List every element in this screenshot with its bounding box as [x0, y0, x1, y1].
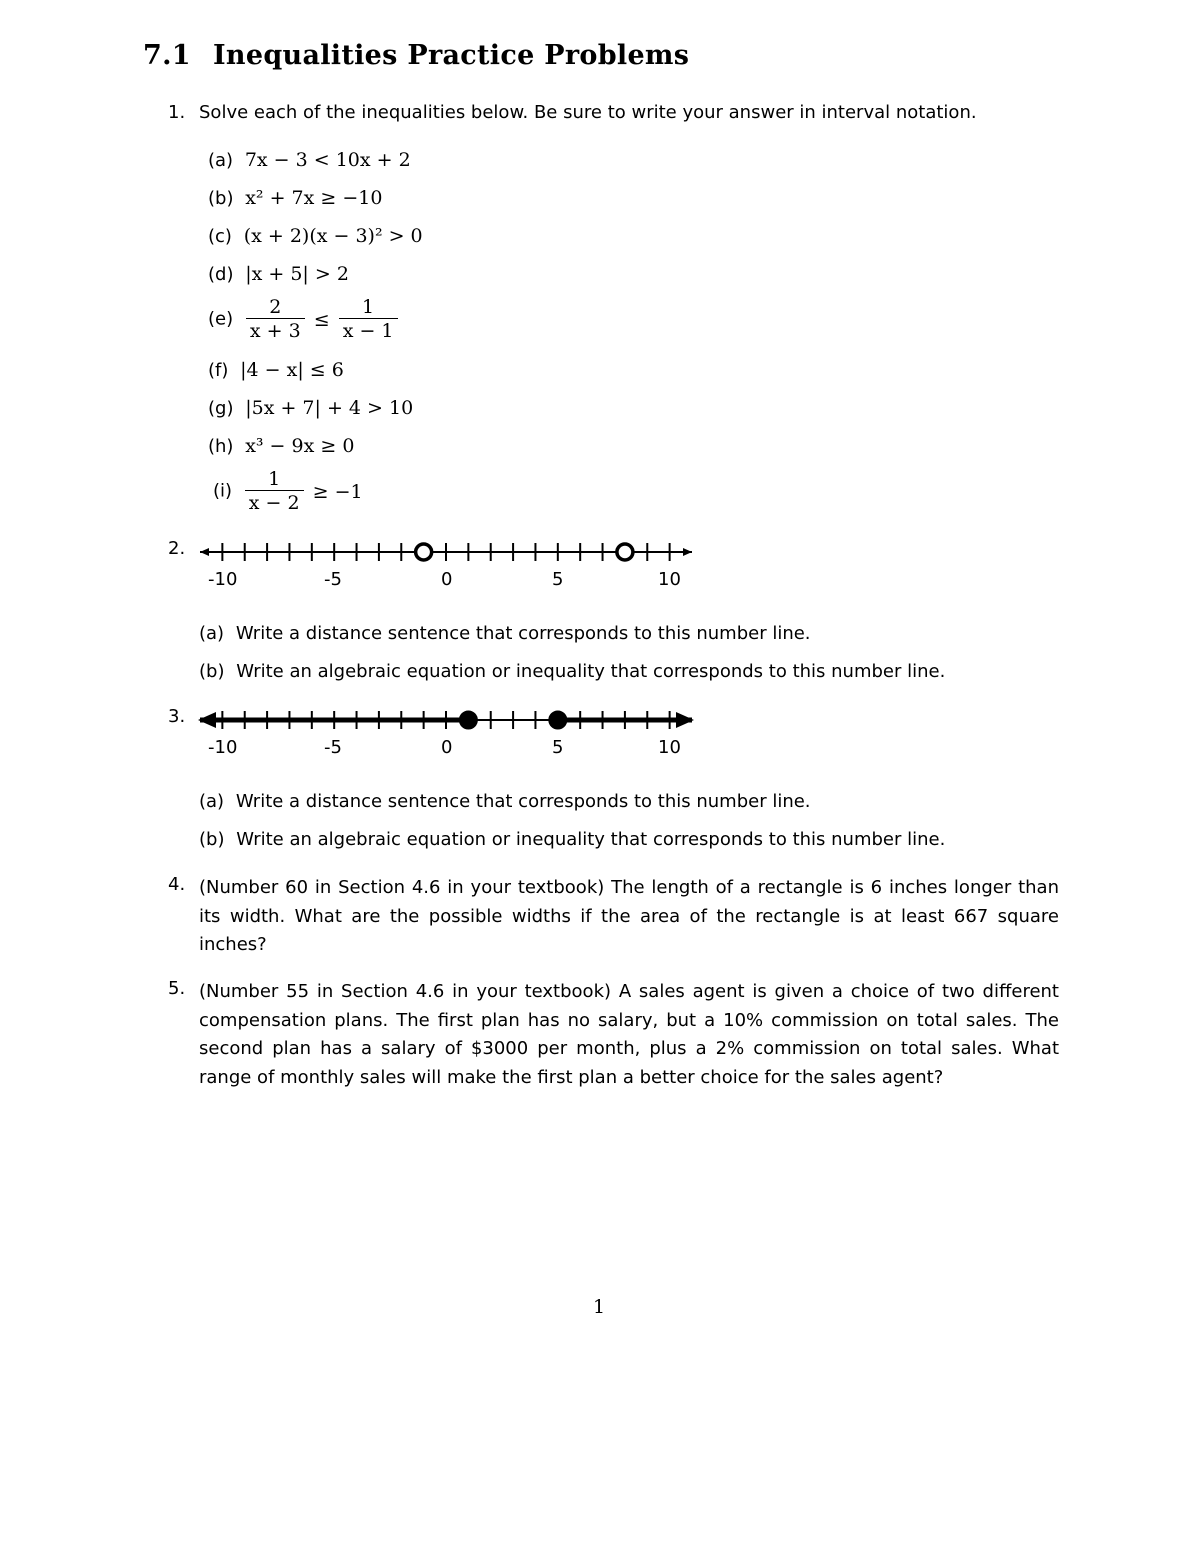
section-title — [143, 40, 689, 71]
part-1e — [208, 296, 401, 343]
problem-4-label: 4. — [168, 874, 186, 895]
relation-symbol: ≥ −1 — [312, 480, 363, 503]
relation-symbol: ≤ — [313, 308, 330, 331]
closed-point — [549, 711, 567, 729]
part-3b — [199, 826, 945, 854]
tick-label: 10 — [658, 737, 681, 758]
part-1d-label: (d) — [208, 264, 234, 285]
fraction-1e-right — [339, 296, 398, 343]
part-2b-text: Write an algebraic equation or inequality that corresponds to this number line. — [236, 661, 946, 682]
part-1h-label: (h) — [208, 436, 234, 457]
part-1f-expr: |4 − x| ≤ 6 — [240, 359, 344, 381]
page-number: 1 — [593, 1296, 606, 1318]
open-point — [617, 544, 633, 560]
fraction-1i — [245, 468, 304, 515]
part-1c-label: (c) — [208, 226, 232, 247]
part-3a-text: Write a distance sentence that corresponds to this number line. — [235, 791, 811, 812]
part-1a-expr: 7x − 3 < 10x + 2 — [244, 149, 411, 171]
open-point — [416, 544, 432, 560]
number-line-problem-2 — [195, 536, 695, 568]
part-3b-text: Write an algebraic equation or inequality that corresponds to this number line. — [236, 829, 946, 850]
tick-label: 0 — [441, 569, 453, 590]
part-3b-label: (b) — [199, 829, 225, 850]
part-2b — [199, 658, 945, 686]
part-1d-expr: |x + 5| > 2 — [245, 263, 349, 285]
part-1g-expr: |5x + 7| + 4 > 10 — [245, 397, 414, 419]
part-1a-label: (a) — [208, 150, 234, 171]
part-3a — [199, 788, 811, 816]
part-1b-expr: x² + 7x ≥ −10 — [245, 187, 383, 209]
fraction-denominator: x + 3 — [246, 318, 305, 343]
fraction-numerator: 1 — [268, 468, 281, 490]
part-2b-label: (b) — [199, 661, 225, 682]
part-1b-label: (b) — [208, 188, 234, 209]
part-2a-text: Write a distance sentence that corresponds to this number line. — [235, 623, 811, 644]
part-1c — [208, 222, 423, 251]
part-1h-expr: x³ − 9x ≥ 0 — [245, 435, 355, 457]
fraction-numerator: 2 — [269, 296, 282, 318]
section-number: 7.1 — [143, 40, 191, 71]
part-2a — [199, 620, 811, 648]
shaded-arrowhead-right — [676, 712, 694, 728]
tick-label: -10 — [208, 737, 238, 758]
tick-label: 5 — [552, 737, 564, 758]
part-2a-label: (a) — [199, 623, 225, 644]
part-1h — [208, 432, 354, 461]
tick-label: -10 — [208, 569, 238, 590]
fraction-1e-left — [246, 296, 305, 343]
part-1c-expr: (x + 2)(x − 3)² > 0 — [243, 225, 423, 247]
tick-label: -5 — [324, 737, 342, 758]
part-1i-label: (i) — [213, 480, 233, 502]
problem-2-label: 2. — [168, 538, 186, 559]
fraction-numerator: 1 — [362, 296, 375, 318]
closed-point — [459, 711, 477, 729]
fraction-denominator: x − 1 — [339, 318, 398, 343]
left-arrowhead — [200, 548, 209, 556]
part-1f-label: (f) — [208, 360, 229, 381]
part-1e-label: (e) — [208, 308, 234, 330]
number-line-problem-3 — [195, 704, 695, 736]
tick-label: 0 — [441, 737, 453, 758]
part-1g — [208, 394, 413, 423]
problem-1-label: 1. — [168, 102, 186, 123]
problem-5-label: 5. — [168, 978, 186, 999]
part-1a — [208, 146, 411, 175]
shaded-arrowhead-left — [198, 712, 216, 728]
problem-5-text: (Number 55 in Section 4.6 in your textbook) A sales agent is given a choice of two different compensation plans. The first plan has no salary, but a 10% commission on total sales. The second plan has a salary of $3000 per month, plus a 2% commission on total sales. What range of monthly sales will make the first plan a better choice for the sales agent? — [199, 981, 1059, 1088]
part-1d — [208, 260, 349, 289]
problem-1-text: Solve each of the inequalities below. Be sure to write your answer in interval notation. — [199, 102, 977, 123]
part-3a-label: (a) — [199, 791, 225, 812]
right-arrowhead — [683, 548, 692, 556]
tick-label: -5 — [324, 569, 342, 590]
part-1b — [208, 184, 382, 213]
tick-label: 5 — [552, 569, 564, 590]
problem-4-text: (Number 60 in Section 4.6 in your textbook) The length of a rectangle is 6 inches longer than its width. What are the possible widths if the area of the rectangle is at least 667 square inches? — [199, 877, 1059, 955]
fraction-denominator: x − 2 — [245, 490, 304, 515]
part-1f — [208, 356, 344, 385]
section-title-text: Inequalities Practice Problems — [213, 40, 690, 71]
problem-3-label: 3. — [168, 706, 186, 727]
tick-label: 10 — [658, 569, 681, 590]
part-1i — [213, 468, 363, 515]
part-1g-label: (g) — [208, 398, 234, 419]
